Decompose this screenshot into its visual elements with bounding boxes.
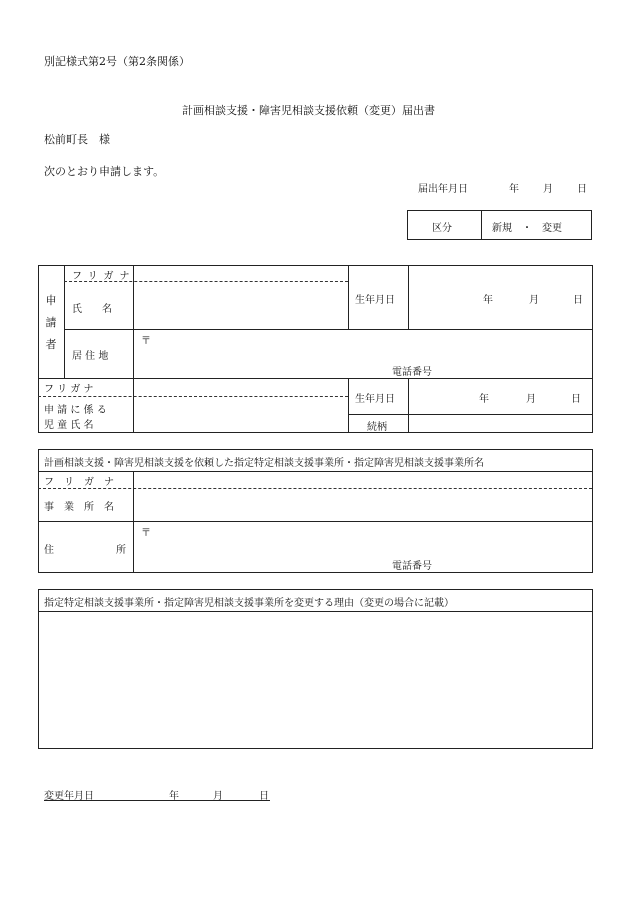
applicant-name-label: 氏 名 (72, 304, 112, 315)
applicant-postal-mark: 〒 (141, 336, 151, 347)
category-options[interactable]: 新規 ・ 変更 (492, 223, 562, 234)
applicant-section-label-2: 請 (45, 316, 57, 329)
change-date-underline (44, 800, 270, 801)
office-address-label-left: 住 (44, 545, 54, 556)
child-furigana-label: フ リ ガ ナ (44, 384, 94, 395)
office-heading: 計画相談支援・障害児相談支援を依頼した指定特定相談支援事業所・指定障害児相談支援事業所名 (44, 458, 484, 469)
office-phone-label: 電話番号 (392, 561, 432, 572)
change-date-day: 日 (259, 791, 269, 802)
applicant-dob-label: 生年月日 (355, 295, 395, 306)
applicant-dob-month: 月 (529, 295, 539, 306)
applicant-section-label-1: 申 (45, 294, 57, 307)
form-number: 別記様式第2号（第2条関係） (44, 55, 190, 68)
child-dob-year: 年 (479, 394, 489, 405)
applicant-furigana-label: フリガナ (72, 271, 136, 282)
reason-input-area[interactable] (40, 613, 590, 747)
form-title: 計画相談支援・障害児相談支援依頼（変更）届出書 (182, 104, 435, 117)
child-dob-day: 日 (571, 394, 581, 405)
category-label: 区分 (432, 223, 452, 234)
change-date-year: 年 (169, 791, 179, 802)
notification-year: 年 (509, 184, 519, 195)
office-furigana-label: フ リ ガ ナ (44, 477, 114, 488)
child-dob-month: 月 (526, 394, 536, 405)
applicant-dob-year: 年 (483, 295, 493, 306)
notification-month: 月 (543, 184, 553, 195)
notification-day: 日 (577, 184, 587, 195)
applicant-address-label: 居 住 地 (72, 351, 109, 362)
child-name-label-line1: 申 請 に 係 る (44, 405, 107, 416)
intro-text: 次のとおり申請します。 (44, 165, 165, 178)
applicant-section-label-3: 者 (45, 338, 57, 351)
reason-heading: 指定特定相談支援事業所・指定障害児相談支援事業所を変更する理由（変更の場合に記載） (44, 598, 454, 609)
applicant-phone-label: 電話番号 (392, 367, 432, 378)
change-date-month: 月 (213, 791, 223, 802)
child-relation-label: 続柄 (367, 422, 387, 433)
office-postal-mark: 〒 (141, 528, 151, 539)
child-dob-label: 生年月日 (355, 394, 395, 405)
applicant-dob-day: 日 (573, 295, 583, 306)
change-date-label: 変更年月日 (44, 791, 94, 802)
office-name-label: 事 業 所 名 (44, 502, 114, 513)
office-address-label-right: 所 (116, 545, 126, 556)
notification-date-label: 届出年月日 (418, 184, 468, 195)
addressee: 松前町長 様 (44, 133, 110, 146)
child-name-label-line2: 児 童 氏 名 (44, 420, 94, 431)
